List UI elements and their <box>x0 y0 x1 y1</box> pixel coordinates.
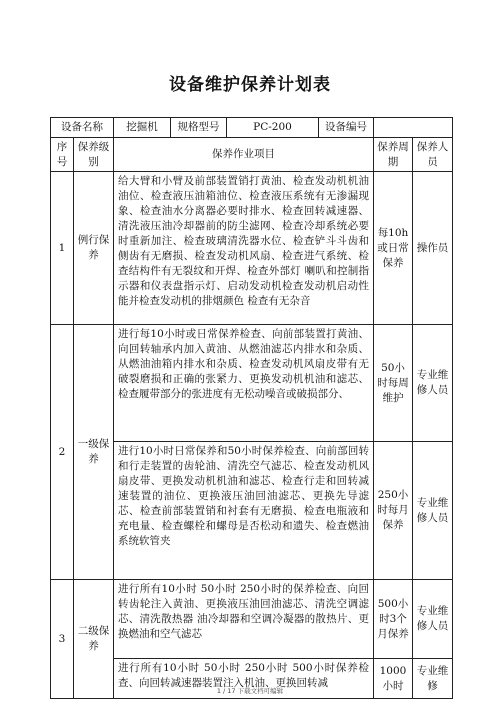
equipment-number-label: 设备编号 <box>319 118 374 138</box>
row-staff: 专业维修 <box>413 659 453 699</box>
row-level: 一级保养 <box>74 325 114 580</box>
column-header-row <box>51 138 453 172</box>
row-level: 二级保养 <box>74 580 114 699</box>
document-title: 设备维护保养计划表 <box>169 75 331 95</box>
row-cycle: 1000小时 <box>374 659 413 699</box>
row-items: 进行10小时日常保养和50小时保养检查、向前部回转和行走装置的齿轮油、清洗空气滤芯、检查发动机风扇皮带、更换发动机机油和滤芯、检查行走和回转减速装置的油位、更换液压油回油滤芯、更换先导滤芯、检查前部装置销和衬套有无磨损、检查电瓶液和充电量、检查螺栓和螺母是否松动和遗失、检查燃油系统软管夹 <box>114 442 374 580</box>
equipment-name-value: 挖掘机 <box>114 118 171 138</box>
row-staff: 操作员 <box>413 172 453 325</box>
equipment-number-value <box>374 118 453 138</box>
header-level: 保养级别 <box>74 138 114 172</box>
row-items: 进行每10小时或日常保养检查、向前部装置打黄油、向回转轴承内加入黄油、从燃油滤芯内排水和杂质、从燃油油箱内排水和杂质、检查发动机风扇皮带有无破裂磨损和正确的张紧力、更换发动机机油和滤芯、检查履带部分的张进度有无松动噪音或破损部分、 <box>114 325 374 442</box>
row-items: 给大臂和小臂及前部装置销打黄油、检查发动机机油油位、检查液压油箱油位、检查液压系统有无渗漏现象、检查油水分离器必要时排水、检查回转减速器、清洗液压油冷却器前的防尘滤网、检查冷却系统必要时重新加注、检查玻璃清洗器水位、检查铲斗斗齿和侧齿有无磨损、检查发动机风扇、检查进气系统、检查结构件有无裂纹和开焊、检查外部灯 喇叭和控制指示器和仪表盘指示灯、启动发动机检查发动机启动性能并检查发动机的排烟颜色 检查有无杂音 <box>114 172 374 325</box>
header-staff: 保养人员 <box>413 138 453 172</box>
row-staff: 专业维修人员 <box>413 442 453 580</box>
equipment-model-label: 规格型号 <box>171 118 227 138</box>
header-items: 保养作业项目 <box>114 138 374 172</box>
row-seq: 2 <box>51 325 74 580</box>
row-cycle: 每10h或日常保养 <box>374 172 413 325</box>
row-seq: 1 <box>51 172 74 325</box>
row-level: 例行保养 <box>74 172 114 325</box>
row-staff: 专业维修人员 <box>413 580 453 659</box>
header-cycle: 保养周期 <box>374 138 413 172</box>
table-row <box>51 172 453 325</box>
row-items: 进行所有10小时 50小时 250小时 500小时保养检查、向回转减速器装置注入机油、更换回转减 <box>114 659 374 699</box>
row-cycle: 500小时3个月保养 <box>374 580 413 659</box>
row-cycle: 250小时每月保养 <box>374 442 413 580</box>
equipment-model-value: PC-200 <box>227 118 319 138</box>
row-staff: 专业维修人员 <box>413 325 453 442</box>
row-cycle: 50小时每周维护 <box>374 325 413 442</box>
equipment-name-label: 设备名称 <box>51 118 114 138</box>
table-row <box>51 580 453 659</box>
page-footer: 1 / 17 下载文档可编辑 <box>216 687 284 695</box>
maintenance-plan-table <box>50 117 453 699</box>
table-row <box>51 325 453 442</box>
equipment-info-row <box>51 118 453 138</box>
row-items: 进行所有10小时 50小时 250小时的保养检查、向回转齿轮注入黄油、更换液压油回油滤芯、清洗空调滤芯、清洗散热器 油冷却器和空调冷凝器的散热片、更换燃油和空气滤芯 <box>114 580 374 659</box>
header-seq: 序号 <box>51 138 74 172</box>
row-seq: 3 <box>51 580 74 699</box>
